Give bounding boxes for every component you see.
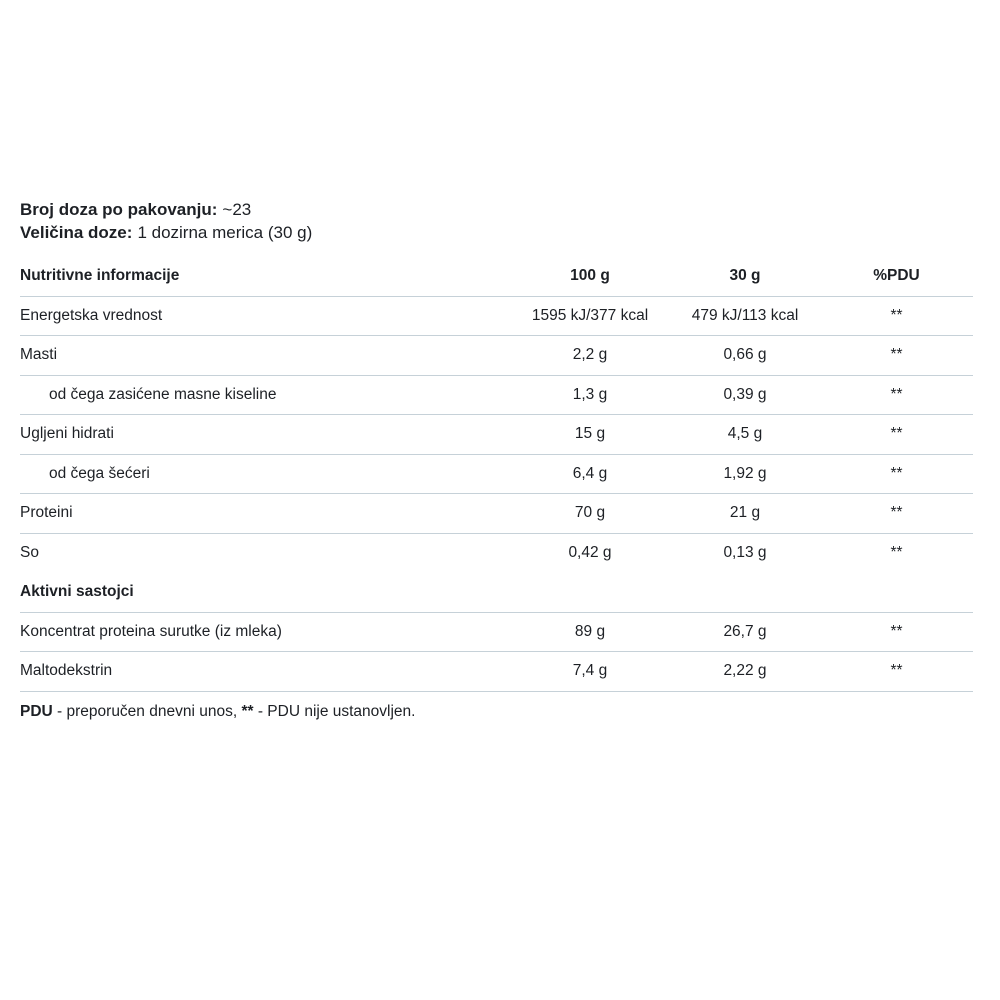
value-pdu: ** <box>890 662 903 680</box>
value-per-100g: 1,3 g <box>572 385 608 403</box>
serving-size-line <box>20 221 312 244</box>
value-per-30g: 4,5 g <box>727 425 763 443</box>
table-row <box>20 652 973 692</box>
nutrient-label: od čega šećeri <box>49 464 150 482</box>
value-per-100g: 6,4 g <box>572 464 608 482</box>
serving-size-value: 1 dozirna merica (30 g) <box>137 223 313 242</box>
active-ingredients-section-row <box>20 573 973 613</box>
servings-per-pack-value: ~23 <box>222 200 252 219</box>
nutrient-label: Proteini <box>20 504 73 522</box>
table-row <box>20 297 973 337</box>
nutrient-label: Koncentrat proteina surutke (iz mleka) <box>20 622 282 640</box>
value-per-30g: 21 g <box>729 504 761 522</box>
nutrient-label: Maltodekstrin <box>20 662 113 680</box>
column-header-100g: 100 g <box>570 267 610 285</box>
servings-per-pack-line <box>20 198 312 221</box>
value-pdu: ** <box>890 306 903 324</box>
active-ingredient-rows-group <box>20 613 973 692</box>
value-per-100g: 70 g <box>574 504 606 522</box>
serving-size-label: Veličina doze: <box>20 223 133 242</box>
value-per-100g: 0,42 g <box>568 544 612 562</box>
nutrient-label: Energetska vrednost <box>20 306 163 324</box>
column-header-30g: 30 g <box>729 267 761 285</box>
value-per-30g: 0,66 g <box>723 346 767 364</box>
value-per-100g: 89 g <box>574 622 606 640</box>
table-row <box>20 494 973 534</box>
table-row <box>20 336 973 376</box>
footnote-symbol-definition: - PDU nije ustanovljen. <box>253 702 416 720</box>
serving-info-block <box>20 198 312 244</box>
value-pdu: ** <box>890 346 903 364</box>
active-ingredients-title: Aktivni sastojci <box>20 583 134 601</box>
value-per-30g: 2,22 g <box>723 662 767 680</box>
value-pdu: ** <box>890 464 903 482</box>
nutrient-rows-group <box>20 297 973 574</box>
value-per-100g: 7,4 g <box>572 662 608 680</box>
value-per-30g: 1,92 g <box>723 464 767 482</box>
servings-per-pack-label: Broj doza po pakovanju: <box>20 200 218 219</box>
value-per-30g: 0,39 g <box>723 385 767 403</box>
value-pdu: ** <box>890 544 903 562</box>
table-row <box>20 415 973 455</box>
value-per-100g: 2,2 g <box>572 346 608 364</box>
table-row <box>20 455 973 495</box>
value-pdu: ** <box>890 504 903 522</box>
footnote-definition: - preporučen dnevni unos, <box>52 702 242 720</box>
table-header-row <box>20 257 973 297</box>
value-pdu: ** <box>890 622 903 640</box>
value-per-100g: 1595 kJ/377 kcal <box>531 306 649 324</box>
footnote-term: PDU <box>20 702 53 720</box>
table-row <box>20 613 973 653</box>
column-header-pdu: %PDU <box>873 267 920 285</box>
value-per-30g: 0,13 g <box>723 544 767 562</box>
footnote-symbol: ** <box>241 702 254 720</box>
value-per-30g: 26,7 g <box>723 622 767 640</box>
nutrient-label: od čega zasićene masne kiseline <box>49 385 277 403</box>
value-per-100g: 15 g <box>574 425 606 443</box>
value-pdu: ** <box>890 385 903 403</box>
value-pdu: ** <box>890 425 903 443</box>
column-header-nutrients: Nutritivne informacije <box>20 267 180 285</box>
nutrient-label: Ugljeni hidrati <box>20 425 114 443</box>
table-row <box>20 376 973 416</box>
nutrient-label: So <box>20 544 39 562</box>
footnote <box>20 692 973 723</box>
nutrient-label: Masti <box>20 346 58 364</box>
nutrition-table <box>20 257 973 723</box>
table-row <box>20 534 973 574</box>
value-per-30g: 479 kJ/113 kcal <box>691 306 799 324</box>
